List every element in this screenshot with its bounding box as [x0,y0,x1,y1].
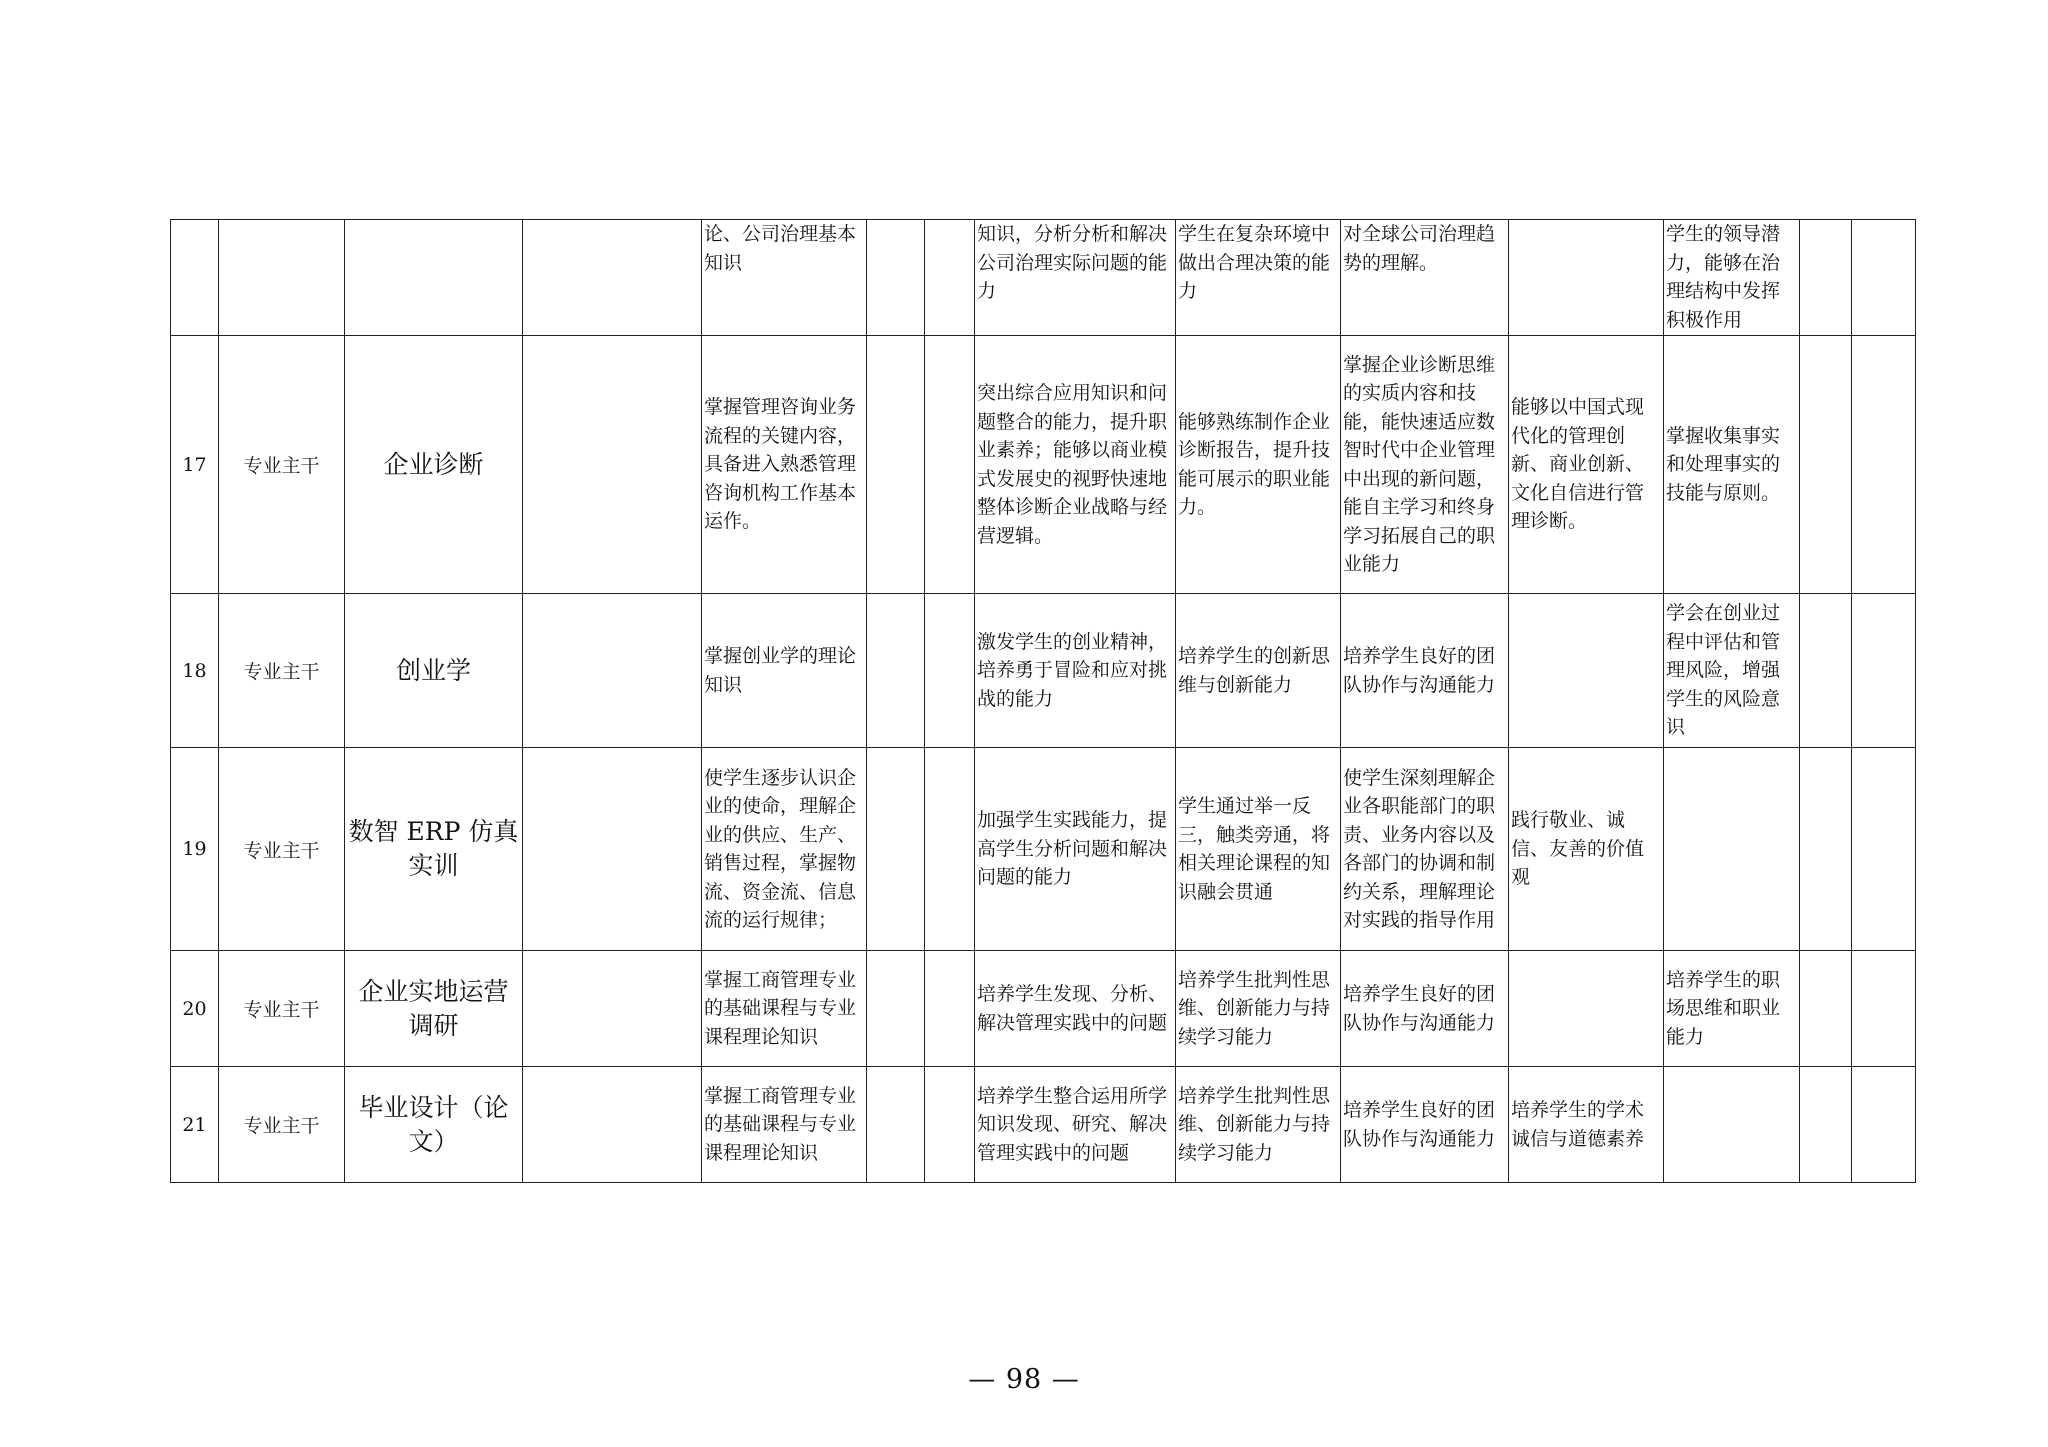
quality-goal-2: 掌握收集事实和处理事实的技能与原则。 [1664,336,1800,594]
empty-cell [523,951,702,1067]
quality-goal-1: 践行敬业、诚信、友善的价值观 [1509,748,1664,951]
empty-cell [925,951,975,1067]
course-type: 专业主干 [219,594,345,748]
course-type: 专业主干 [219,336,345,594]
empty-cell [523,594,702,748]
quality-goal-1 [1509,951,1664,1067]
empty-cell [1800,951,1852,1067]
course-name [345,220,523,336]
ability-goal-1: 知识，分析分析和解决公司治理实际问题的能力 [975,220,1176,336]
empty-cell [1800,594,1852,748]
row-number: 18 [171,594,219,748]
empty-cell [867,1067,925,1183]
empty-cell [1852,748,1916,951]
ability-goal-2: 学生通过举一反三，触类旁通，将相关理论课程的知识融会贯通 [1176,748,1341,951]
row-number: 17 [171,336,219,594]
course-name: 创业学 [345,594,523,748]
table-row [171,951,1916,1067]
ability-goal-3: 培养学生良好的团队协作与沟通能力 [1341,1067,1509,1183]
empty-cell [925,748,975,951]
empty-cell [523,748,702,951]
course-type: 专业主干 [219,951,345,1067]
ability-goal-3: 对全球公司治理趋势的理解。 [1341,220,1509,336]
page-number: — 98 — [968,1364,1080,1395]
quality-goal-1: 培养学生的学术诚信与道德素养 [1509,1067,1664,1183]
ability-goal-1: 突出综合应用知识和问题整合的能力，提升职业素养；能够以商业模式发展史的视野快速地整体诊断企业战略与经营逻辑。 [975,336,1176,594]
empty-cell [1800,220,1852,336]
empty-cell [523,336,702,594]
empty-cell [1800,748,1852,951]
knowledge-goal: 掌握工商管理专业的基础课程与专业课程理论知识 [702,1067,867,1183]
ability-goal-3: 掌握企业诊断思维的实质内容和技能，能快速适应数智时代中企业管理中出现的新问题，能自主学习和终身学习拓展自己的职业能力 [1341,336,1509,594]
empty-cell [1852,220,1916,336]
ability-goal-2: 学生在复杂环境中做出合理决策的能力 [1176,220,1341,336]
empty-cell [867,220,925,336]
course-type: 专业主干 [219,748,345,951]
empty-cell [867,951,925,1067]
empty-cell [1852,594,1916,748]
ability-goal-1: 培养学生发现、分析、解决管理实践中的问题 [975,951,1176,1067]
table-row [171,748,1916,951]
row-number: 21 [171,1067,219,1183]
ability-goal-2: 培养学生批判性思维、创新能力与持续学习能力 [1176,951,1341,1067]
quality-goal-2 [1664,748,1800,951]
empty-cell [867,336,925,594]
quality-goal-2 [1664,1067,1800,1183]
empty-cell [1800,1067,1852,1183]
ability-goal-1: 加强学生实践能力，提高学生分析问题和解决问题的能力 [975,748,1176,951]
quality-goal-1 [1509,594,1664,748]
empty-cell [925,336,975,594]
empty-cell [867,594,925,748]
quality-goal-1: 能够以中国式现代化的管理创新、商业创新、文化自信进行管理诊断。 [1509,336,1664,594]
knowledge-goal: 论、公司治理基本知识 [702,220,867,336]
knowledge-goal: 掌握工商管理专业的基础课程与专业课程理论知识 [702,951,867,1067]
ability-goal-3: 培养学生良好的团队协作与沟通能力 [1341,951,1509,1067]
quality-goal-2: 学会在创业过程中评估和管理风险，增强学生的风险意识 [1664,594,1800,748]
row-number [171,220,219,336]
row-number: 19 [171,748,219,951]
empty-cell [1852,951,1916,1067]
row-number: 20 [171,951,219,1067]
empty-cell [1852,1067,1916,1183]
empty-cell [925,1067,975,1183]
ability-goal-2: 能够熟练制作企业诊断报告，提升技能可展示的职业能力。 [1176,336,1341,594]
table-row [171,594,1916,748]
empty-cell [867,748,925,951]
course-name: 数智 ERP 仿真实训 [345,748,523,951]
quality-goal-2: 培养学生的职场思维和职业能力 [1664,951,1800,1067]
course-name: 企业实地运营调研 [345,951,523,1067]
empty-cell [1800,336,1852,594]
empty-cell [523,1067,702,1183]
knowledge-goal: 使学生逐步认识企业的使命，理解企业的供应、生产、销售过程，掌握物流、资金流、信息流的运行规律； [702,748,867,951]
quality-goal-2: 学生的领导潜力，能够在治理结构中发挥积极作用 [1664,220,1800,336]
curriculum-matrix-table [170,219,1916,1183]
empty-cell [925,594,975,748]
empty-cell [925,220,975,336]
ability-goal-3: 使学生深刻理解企业各职能部门的职责、业务内容以及各部门的协调和制约关系，理解理论对实践的指导作用 [1341,748,1509,951]
ability-goal-1: 培养学生整合运用所学知识发现、研究、解决管理实践中的问题 [975,1067,1176,1183]
knowledge-goal: 掌握创业学的理论知识 [702,594,867,748]
ability-goal-2: 培养学生批判性思维、创新能力与持续学习能力 [1176,1067,1341,1183]
quality-goal-1 [1509,220,1664,336]
table-row [171,220,1916,336]
empty-cell [1852,336,1916,594]
ability-goal-1: 激发学生的创业精神，培养勇于冒险和应对挑战的能力 [975,594,1176,748]
course-type [219,220,345,336]
course-type: 专业主干 [219,1067,345,1183]
ability-goal-3: 培养学生良好的团队协作与沟通能力 [1341,594,1509,748]
course-name: 毕业设计（论文） [345,1067,523,1183]
course-name: 企业诊断 [345,336,523,594]
ability-goal-2: 培养学生的创新思维与创新能力 [1176,594,1341,748]
table-row [171,336,1916,594]
empty-cell [523,220,702,336]
table-row [171,1067,1916,1183]
knowledge-goal: 掌握管理咨询业务流程的关键内容，具备进入熟悉管理咨询机构工作基本运作。 [702,336,867,594]
